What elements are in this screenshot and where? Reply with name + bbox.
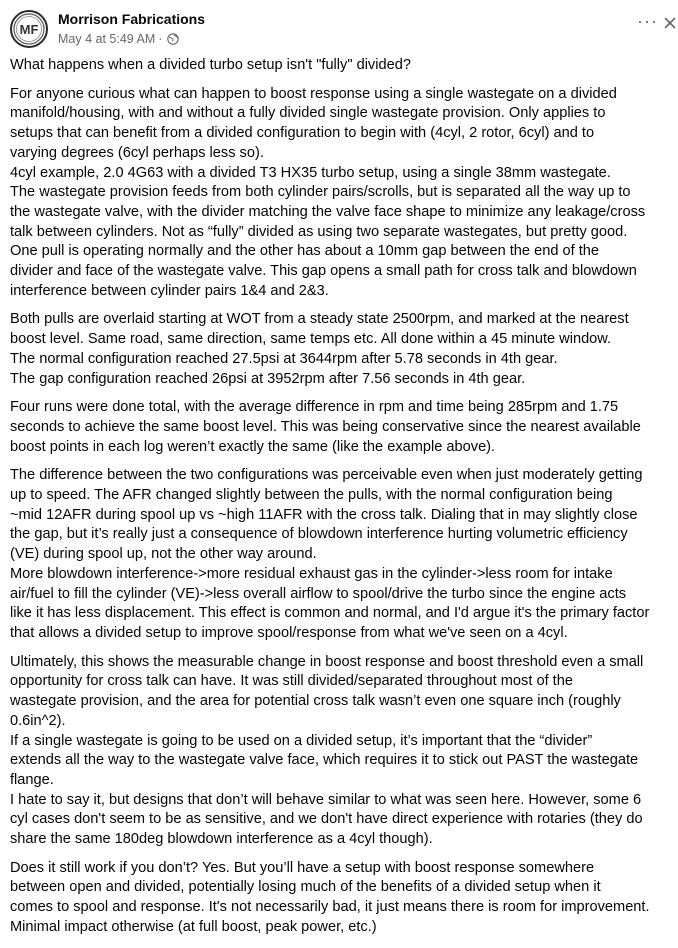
author-name[interactable]: Morrison Fabrications	[58, 11, 206, 27]
post-text-line: I hate to say it, but designs that don’t will behave similar to what was seen here. However, some 6	[10, 791, 642, 808]
post-text-line: setups that can benefit from a divided configuration to begin with (4cyl, 2 rotor, 6cyl) and to	[10, 125, 595, 142]
globe-icon	[167, 33, 179, 45]
post-text-line: comes to spool and response. It's not necessarily bad, it just means there is room for improvement.	[10, 899, 650, 916]
post-text-line: cyl cases don't seem to be as sensitive, and we don't have direct experience with rotaries (they do	[10, 811, 643, 828]
post-text-line: the wastegate valve, with the divider matching the valve face shape to minimize any leakage/cross	[10, 203, 646, 220]
post-text-line: between open and divided, potentially losing much of the benefits of a divided setup when it	[10, 879, 601, 896]
post-text-line: up to speed. The AFR changed slightly between the pulls, with the normal configuration being	[10, 487, 613, 504]
post-text-line: What happens when a divided turbo setup isn't "fully" divided?	[10, 57, 411, 73]
post-text-line: Does it still work if you don’t? Yes. But you’ll have a setup with boost response somewhere	[10, 859, 595, 876]
post-text-line: ~mid 12AFR during spool up vs ~high 11AFR with the cross talk. Dialing that in may slightly close	[10, 506, 638, 523]
post-text-line: If a single wastegate is going to be used on a divided setup, it’s important that the “divider”	[10, 732, 593, 749]
morrison-fabrications-logo-icon	[13, 13, 45, 45]
post-text-line: like it has less displacement. This effect is common and normal, and I'd argue it's the primary factor	[10, 605, 650, 622]
close-icon[interactable]	[664, 16, 676, 34]
post-timestamp[interactable]: May 4 at 5:49 AM	[58, 32, 156, 46]
post-text-line: (VE) during spool up, not the other way around.	[10, 546, 317, 563]
post-text-line: The wastegate provision feeds from both cylinder pairs/scrolls, but is separated all the way up to	[10, 184, 631, 201]
post-text-line: Four runs were done total, with the average difference in rpm and time being 285rpm and 1.75	[10, 399, 619, 416]
post-paragraph	[10, 398, 668, 457]
post-paragraph	[10, 653, 668, 850]
post-text-line: More blowdown interference->more residual exhaust gas in the cylinder->less room for intake	[10, 565, 613, 582]
post-text-line: varying degrees (6cyl perhaps less so).	[10, 144, 264, 161]
post-text-line: opportunity for cross talk can have. It was still divided/separated throughout most of the	[10, 673, 573, 690]
more-options-icon[interactable]: ···	[637, 11, 658, 31]
post-text-line: 0.6in^2).	[10, 712, 66, 729]
post-text-line: seconds to achieve the same boost level. This was being conservative since the nearest available	[10, 418, 641, 435]
post-paragraph	[10, 56, 668, 76]
post-text-line: flange.	[10, 771, 54, 788]
post-text-line: share the same 180deg blowdown interference as a 4cyl though).	[10, 831, 433, 848]
post-text-line: Ultimately, this shows the measurable change in boost response and boost threshold even a small	[10, 653, 644, 670]
post-text-line: The normal configuration reached 27.5psi at 3644rpm after 5.78 seconds in 4th gear.	[10, 350, 558, 367]
post-body	[0, 56, 678, 938]
post-text-line: divider and face of the wastegate valve. This gap opens a small path for cross talk and blowdown	[10, 263, 637, 280]
post-text-line: extends all the way to the wastegate valve face, which requires it to stick out PAST the wastegate	[10, 752, 639, 769]
meta-separator: ·	[158, 32, 163, 46]
post-text-line: wastegate provision, and the area for potential cross talk wasn’t even one square inch (roughly	[10, 693, 621, 710]
post-text-line: Minimal impact otherwise (at full boost, peak power, etc.)	[10, 918, 377, 935]
avatar-initials: MF	[19, 22, 39, 37]
avatar[interactable]	[10, 10, 48, 48]
post-text-line: manifold/housing, with and without a fully divided single wastegate provision. Only applies to	[10, 105, 606, 122]
post-text-line: talk between cylinders. Not as “fully” divided as using two separate wastegates, but pretty good.	[10, 223, 628, 240]
post-text-line: One pull is operating normally and the other has about a 10mm gap between the end of the	[10, 243, 600, 260]
post-text-line: Both pulls are overlaid starting at WOT from a steady state 2500rpm, and marked at the nearest	[10, 311, 629, 328]
post-text-line: air/fuel to fill the cylinder (VE)->less overall airflow to spool/drive the turbo since the engine acts	[10, 585, 627, 602]
post-text-line: The gap configuration reached 26psi at 3952rpm after 7.56 seconds in 4th gear.	[10, 370, 526, 387]
post-text-line: 4cyl example, 2.0 4G63 with a divided T3 HX35 turbo setup, using a single 38mm wastegate.	[10, 164, 611, 181]
post-paragraph	[10, 85, 668, 302]
post-text-line: that allows a divided setup to improve spool/response from what we've seen on a 4cyl.	[10, 624, 568, 641]
post-text-line: interference between cylinder pairs 1&4 and 2&3.	[10, 282, 329, 299]
post-text-line: the gap, but it’s really just a consequence of blowdown interference hurting volumetric efficiency	[10, 526, 628, 543]
post-text-line: The difference between the two configurations was perceivable even when just moderately getting	[10, 467, 643, 484]
post-paragraph	[10, 859, 668, 938]
post-text-line: For anyone curious what can happen to boost response using a single wastegate on a divided	[10, 85, 617, 102]
post-text-line: boost points in each log weren’t exactly the same (like the example above).	[10, 438, 496, 455]
post-text-line: boost level. Same road, same direction, same temps etc. All done within a 45 minute window.	[10, 331, 612, 348]
post-paragraph	[10, 310, 668, 389]
post-meta	[58, 32, 179, 46]
post-paragraph	[10, 466, 668, 643]
post-header	[0, 0, 678, 56]
